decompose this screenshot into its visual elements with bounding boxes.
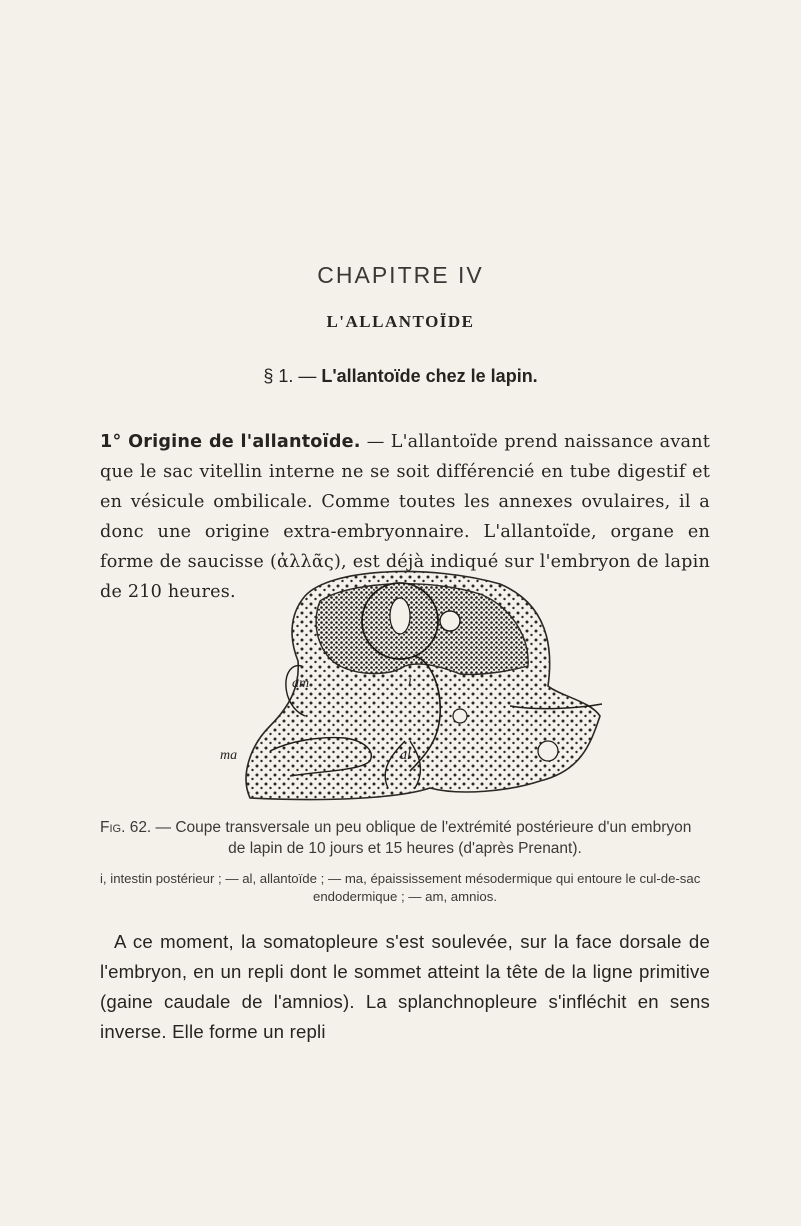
figure-number: Fig. 62.: [100, 819, 152, 836]
label-ma: ma: [220, 748, 238, 763]
section-title: L'allantoïde chez le lapin.: [321, 366, 538, 386]
paragraph-text: — L'allantoïde prend naissance avant que le sac vitellin interne ne se soit différencié en tube digestif et en vésicule ombilicale. Comme toutes les annexes ovulaires, il a donc une origine extra-embryonnaire. L'allantoïde, organe en forme de saucisse (ἀλλᾶς), est déjà indiqué sur l'embryon de lapin de 210 heures.: [100, 432, 710, 602]
notochord: [440, 611, 460, 631]
neural-canal: [390, 598, 410, 634]
chapter-title: L'ALLANTOÏDE: [326, 312, 475, 331]
section-number: § 1. —: [263, 366, 317, 386]
figure-legend: [100, 870, 710, 906]
caption-text-1: — Coupe transversale un peu oblique de l'extrémité postérieure d'un embryon: [151, 819, 692, 836]
legend-line-2: endodermique ; — am, amnios.: [313, 889, 497, 904]
right-vesicle: [538, 741, 558, 761]
caption-line-2: de lapin de 10 jours et 15 heures (d'après Prenant).: [228, 840, 582, 857]
label-al: al: [400, 748, 411, 763]
label-i: i: [408, 674, 412, 689]
section-heading: [0, 366, 801, 387]
paragraph-somatopleure: A ce moment, la somatopleure s'est soulevée, sur la face dorsale de l'embryon, en un repli dont le sommet atteint la tête de la ligne primitive (gaine caudale de l'amnios). La splanchnopleure s'infléchit en sens inverse. Elle forme un repli: [100, 931, 710, 1042]
figure-62-illustration: [210, 566, 610, 806]
paragraph-heading: 1° Origine de l'allantoïde.: [100, 432, 361, 452]
vessel-section: [453, 709, 467, 723]
legend-line-1: i, intestin postérieur ; — al, allantoïde ; — ma, épaississement mésodermique qui entoure le cul-de-sac: [100, 871, 701, 886]
figure-caption: [100, 817, 710, 859]
caption-line-1: [100, 817, 710, 838]
label-am: am: [292, 676, 310, 691]
chapter-heading: CHAPITRE IV: [317, 262, 484, 288]
